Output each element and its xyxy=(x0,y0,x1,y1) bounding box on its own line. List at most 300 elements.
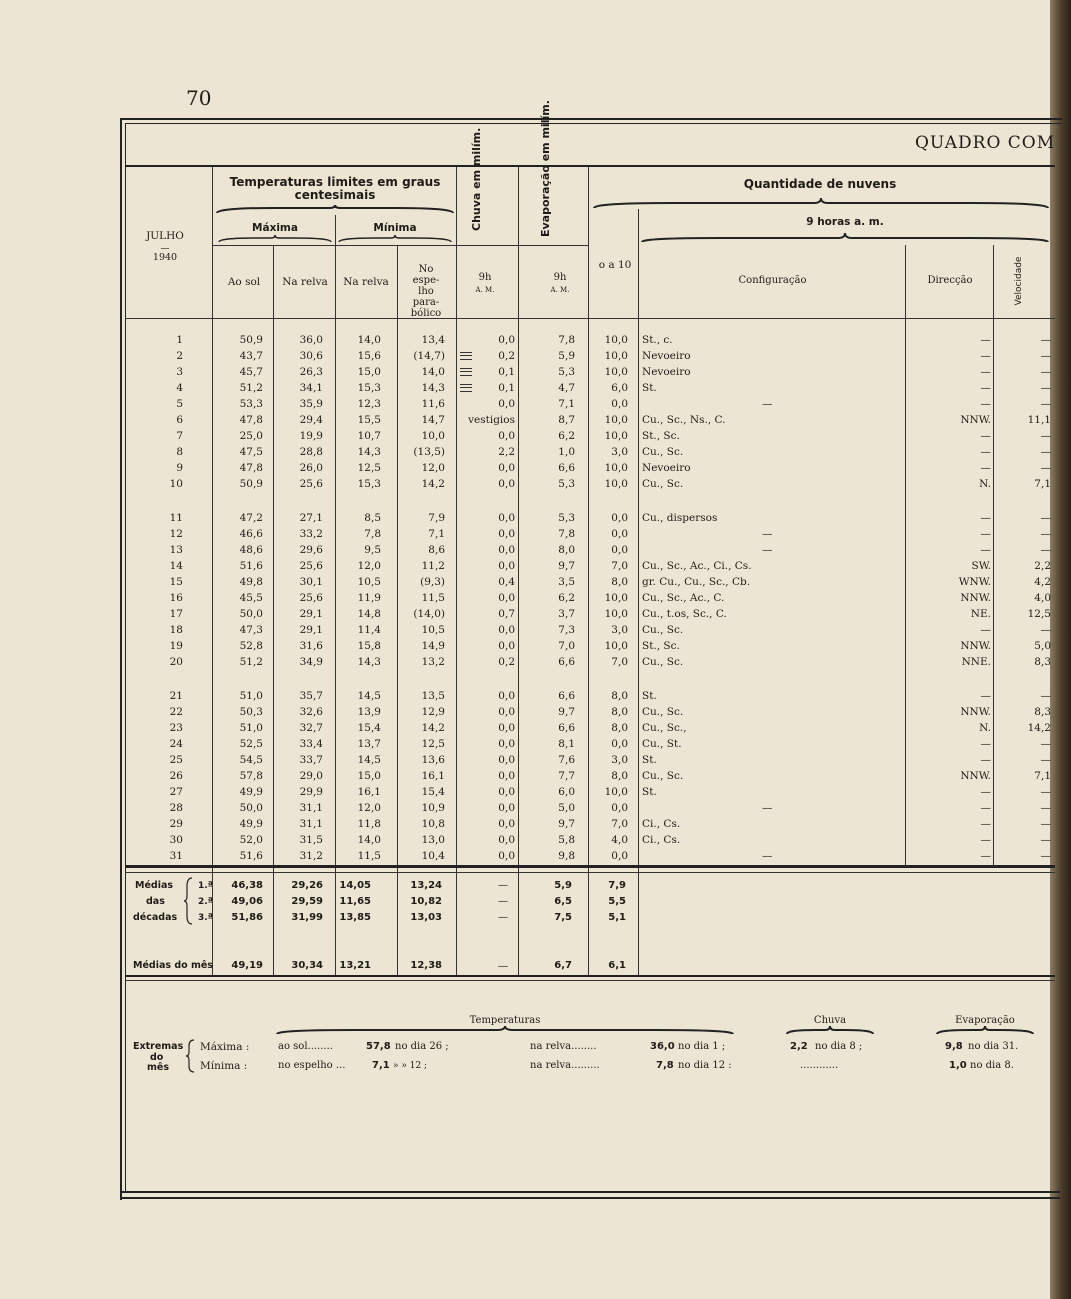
cell-evaporacao: 9,8 xyxy=(558,850,575,862)
cell-relva-max: 25,6 xyxy=(299,478,323,490)
medias-mes-label: Médias do mês xyxy=(133,960,213,971)
cell-espelho: 12,0 xyxy=(421,462,445,474)
bottom-rule-2 xyxy=(120,1197,1060,1199)
cell-relva-max: 29,9 xyxy=(299,786,323,798)
table-row xyxy=(125,397,1055,412)
ext-chuva-max-day: no dia 8 ; xyxy=(815,1041,863,1052)
cell-chuva: 0,0 xyxy=(498,722,515,734)
cell-velocidade: — xyxy=(1040,512,1051,524)
cell-velocidade: 12,5 xyxy=(1027,608,1051,620)
cell-espelho: 13,2 xyxy=(421,656,445,668)
cell-configuracao: — xyxy=(762,802,773,814)
cell-direccao: N. xyxy=(979,478,991,490)
mes-nuvens: 6,1 xyxy=(608,960,626,971)
cell-direccao: NNW. xyxy=(960,706,991,718)
cell-relva-max: 35,7 xyxy=(299,690,323,702)
cell-relva-max: 30,6 xyxy=(299,350,323,362)
cell-chuva: 0,0 xyxy=(498,818,515,830)
evap-9h: 9h xyxy=(553,272,567,283)
cell-relva-max: 34,9 xyxy=(299,656,323,668)
cell-chuva: 0,0 xyxy=(498,786,515,798)
cell-evaporacao: 7,8 xyxy=(558,528,575,540)
cell-relva-max: 34,1 xyxy=(299,382,323,394)
cell-relva-max: 29,1 xyxy=(299,624,323,636)
cell-configuracao: Cu., t.os, Sc., C. xyxy=(642,608,727,620)
cell-ao-sol: 53,3 xyxy=(239,398,263,410)
extremas-label: Extremas xyxy=(133,1041,184,1052)
cell-espelho: 11,5 xyxy=(421,592,445,604)
cell-espelho: 8,6 xyxy=(428,544,445,556)
media-relva-min: 13,85 xyxy=(339,912,371,923)
cell-ao-sol: 48,6 xyxy=(239,544,263,556)
cell-configuracao: St., Sc. xyxy=(642,430,680,442)
temp-group-header: Temperaturas limites em graus centesimais xyxy=(229,175,441,202)
cell-relva-max: 19,9 xyxy=(299,430,323,442)
das-label: das xyxy=(146,896,165,907)
julho-dash: — xyxy=(160,244,170,254)
cell-espelho: (14,7) xyxy=(413,350,445,362)
cell-nuvens: 10,0 xyxy=(604,366,628,378)
cell-relva-max: 33,2 xyxy=(299,528,323,540)
cell-chuva: 0,1 xyxy=(498,366,515,378)
cell-direccao: NNW. xyxy=(960,640,991,652)
ext-minima-label: Mínima : xyxy=(200,1060,248,1072)
cell-nuvens: 0,0 xyxy=(611,528,628,540)
cell-direccao: — xyxy=(980,818,991,830)
cell-day: 10 xyxy=(169,478,183,490)
table-row xyxy=(125,737,1055,752)
cell-espelho: 14,9 xyxy=(421,640,445,652)
cell-evaporacao: 6,2 xyxy=(558,430,575,442)
cell-evaporacao: 7,0 xyxy=(558,640,575,652)
cell-direccao: — xyxy=(980,334,991,346)
cell-direccao: NNW. xyxy=(960,414,991,426)
mes-chuva: — xyxy=(497,960,509,972)
cell-evaporacao: 9,7 xyxy=(558,706,575,718)
cell-relva-min: 14,5 xyxy=(357,754,381,766)
table-row xyxy=(125,801,1055,816)
cell-configuracao: — xyxy=(762,544,773,556)
ext-evap-min-value: 1,0 xyxy=(949,1060,967,1071)
cell-velocidade: — xyxy=(1040,834,1051,846)
cell-day: 13 xyxy=(169,544,183,556)
decadas-label: décadas xyxy=(133,912,178,923)
ext-temp-header: Temperaturas xyxy=(469,1015,541,1026)
cell-espelho: (9,3) xyxy=(420,576,445,588)
cell-configuracao: Cu., Sc., Ac., C. xyxy=(642,592,725,604)
cell-relva-min: 10,5 xyxy=(357,576,381,588)
cell-relva-min: 15,5 xyxy=(357,414,381,426)
cell-ao-sol: 49,9 xyxy=(239,786,263,798)
cell-relva-min: 15,8 xyxy=(357,640,381,652)
nove-horas-brace xyxy=(640,232,1050,244)
cell-nuvens: 10,0 xyxy=(604,334,628,346)
cell-configuracao: Ci., Cs. xyxy=(642,818,681,830)
cell-relva-max: 31,1 xyxy=(299,818,323,830)
cell-ao-sol: 52,5 xyxy=(239,738,263,750)
media-espelho: 10,82 xyxy=(410,896,442,907)
cell-nuvens: 3,0 xyxy=(611,446,628,458)
cell-configuracao: Cu., Sc. xyxy=(642,446,684,458)
cell-velocidade: 4,0 xyxy=(1034,592,1051,604)
cell-ao-sol: 50,0 xyxy=(239,802,263,814)
ext-evap-max-day: no dia 31. xyxy=(968,1041,1019,1052)
velocidade-header-text: Velocidade xyxy=(1014,256,1024,306)
cell-ao-sol: 51,0 xyxy=(239,690,263,702)
cell-day: 21 xyxy=(169,690,183,702)
cell-espelho: 12,5 xyxy=(421,738,445,750)
cell-ao-sol: 52,0 xyxy=(239,834,263,846)
cell-day: 6 xyxy=(176,414,183,426)
cell-ao-sol: 25,0 xyxy=(239,430,263,442)
media-relva-max: 29,26 xyxy=(291,880,323,891)
cell-relva-max: 33,4 xyxy=(299,738,323,750)
cell-configuracao: Cu., Sc. xyxy=(642,624,684,636)
evaporacao-header-text: Evaporação em milím. xyxy=(539,100,552,237)
cell-day: 12 xyxy=(169,528,183,540)
direccao-header: Direcção xyxy=(927,275,973,286)
cell-relva-min: 14,3 xyxy=(357,446,381,458)
cell-ao-sol: 49,9 xyxy=(239,818,263,830)
ext-min-espelho-label: no espelho ... xyxy=(278,1060,346,1071)
cell-chuva: 0,0 xyxy=(498,592,515,604)
cell-relva-min: 9,5 xyxy=(364,544,381,556)
cell-relva-max: 29,6 xyxy=(299,544,323,556)
cell-velocidade: — xyxy=(1040,398,1051,410)
cell-day: 29 xyxy=(169,818,183,830)
cell-relva-max: 29,0 xyxy=(299,770,323,782)
cell-relva-min: 10,7 xyxy=(357,430,381,442)
cell-relva-max: 32,6 xyxy=(299,706,323,718)
media-ao-sol: 46,38 xyxy=(231,880,263,891)
cell-direccao: — xyxy=(980,738,991,750)
cell-relva-max: 32,7 xyxy=(299,722,323,734)
cell-chuva: 0,0 xyxy=(498,624,515,636)
cell-ao-sol: 45,5 xyxy=(239,592,263,604)
cell-direccao: — xyxy=(980,398,991,410)
extremas-rule-2 xyxy=(125,980,1055,981)
cell-configuracao: St. xyxy=(642,754,657,766)
cell-nuvens: 8,0 xyxy=(611,722,628,734)
table-row xyxy=(125,753,1055,768)
cell-espelho: 7,1 xyxy=(428,528,445,540)
cell-evaporacao: 3,5 xyxy=(558,576,575,588)
cell-direccao: — xyxy=(980,462,991,474)
cell-nuvens: 10,0 xyxy=(604,430,628,442)
cell-espelho: 14,2 xyxy=(421,478,445,490)
cell-relva-min: 11,8 xyxy=(357,818,381,830)
year-label: 1940 xyxy=(152,252,178,263)
cell-relva-max: 33,7 xyxy=(299,754,323,766)
cell-day: 20 xyxy=(169,656,183,668)
media-nuvens: 7,9 xyxy=(608,880,626,891)
table-row xyxy=(125,817,1055,832)
cell-relva-max: 28,8 xyxy=(299,446,323,458)
cell-ao-sol: 51,2 xyxy=(239,382,263,394)
cell-direccao: — xyxy=(980,850,991,862)
table-row xyxy=(125,477,1055,492)
medias-rule xyxy=(125,865,1055,868)
cell-configuracao: Cu., Sc., Ac., Ci., Cs. xyxy=(642,560,752,572)
cell-day: 2 xyxy=(176,350,183,362)
cell-nuvens: 0,0 xyxy=(611,802,628,814)
cell-evaporacao: 7,3 xyxy=(558,624,575,636)
cell-espelho: 7,9 xyxy=(428,512,445,524)
cell-direccao: — xyxy=(980,754,991,766)
cell-relva-max: 31,1 xyxy=(299,802,323,814)
cell-relva-min: 11,4 xyxy=(357,624,381,636)
ao-sol-header: Ao sol xyxy=(227,276,261,288)
cell-chuva: 0,0 xyxy=(498,478,515,490)
do-label: do xyxy=(150,1052,164,1063)
cell-chuva: 0,0 xyxy=(498,850,515,862)
cell-ao-sol: 51,6 xyxy=(239,560,263,572)
cell-evaporacao: 9,7 xyxy=(558,560,575,572)
cell-relva-min: 7,8 xyxy=(364,528,381,540)
cell-nuvens: 4,0 xyxy=(611,834,628,846)
cell-ao-sol: 51,6 xyxy=(239,850,263,862)
ext-max-sol-label: ao sol........ xyxy=(278,1041,333,1052)
mes-sol: 49,19 xyxy=(231,960,263,971)
cell-day: 27 xyxy=(169,786,183,798)
cell-ao-sol: 47,5 xyxy=(239,446,263,458)
cell-relva-min: 15,3 xyxy=(357,382,381,394)
cell-espelho: 13,5 xyxy=(421,690,445,702)
cell-espelho: 14,2 xyxy=(421,722,445,734)
cell-relva-max: 29,1 xyxy=(299,608,323,620)
cell-direccao: — xyxy=(980,350,991,362)
decadas-brace xyxy=(184,876,194,926)
cell-relva-min: 15,6 xyxy=(357,350,381,362)
table-row xyxy=(125,349,1055,364)
cell-relva-max: 31,2 xyxy=(299,850,323,862)
cell-nuvens: 0,0 xyxy=(611,398,628,410)
cell-nuvens: 10,0 xyxy=(604,478,628,490)
cell-chuva: 0,0 xyxy=(498,738,515,750)
minima-header: Mínima xyxy=(373,222,417,234)
cell-velocidade: — xyxy=(1040,462,1051,474)
cell-direccao: — xyxy=(980,512,991,524)
media-chuva: — xyxy=(498,880,508,891)
cell-nuvens: 0,0 xyxy=(611,544,628,556)
cell-relva-min: 15,4 xyxy=(357,722,381,734)
cell-direccao: WNW. xyxy=(958,576,991,588)
cell-espelho: 12,9 xyxy=(421,706,445,718)
cell-chuva: 0,0 xyxy=(498,398,515,410)
ext-max-relva-value: 36,0 xyxy=(650,1041,675,1052)
table-row xyxy=(125,381,1055,396)
cell-chuva: vestigios xyxy=(468,414,515,426)
ext-temp-brace xyxy=(275,1026,735,1036)
cell-espelho: 13,6 xyxy=(421,754,445,766)
cell-evaporacao: 5,0 xyxy=(558,802,575,814)
cell-espelho: 14,3 xyxy=(421,382,445,394)
cell-day: 15 xyxy=(169,576,183,588)
media-espelho: 13,03 xyxy=(410,912,442,923)
configuracao-header: Configuração xyxy=(738,275,807,286)
cell-chuva: 0,0 xyxy=(498,754,515,766)
cell-velocidade: — xyxy=(1040,624,1051,636)
cell-evaporacao: 3,7 xyxy=(558,608,575,620)
ext-max-sol-day: no dia 26 ; xyxy=(395,1041,449,1052)
cell-day: 4 xyxy=(176,382,183,394)
media-decada: 1.ª xyxy=(198,881,213,891)
cell-ao-sol: 45,7 xyxy=(239,366,263,378)
cell-chuva: 0,0 xyxy=(498,770,515,782)
cell-nuvens: 0,0 xyxy=(611,850,628,862)
cell-day: 3 xyxy=(176,366,183,378)
cell-chuva: 0,2 xyxy=(498,350,515,362)
cell-direccao: — xyxy=(980,366,991,378)
quadro-title: QUADRO COM xyxy=(915,133,1056,153)
cell-configuracao: Ci., Cs. xyxy=(642,834,681,846)
media-evaporacao: 6,5 xyxy=(554,896,572,907)
table-row xyxy=(125,769,1055,784)
cell-nuvens: 10,0 xyxy=(604,640,628,652)
hline-sub-2 xyxy=(456,245,588,246)
cell-chuva: 0,0 xyxy=(498,462,515,474)
table-row xyxy=(125,623,1055,638)
cell-espelho: 10,4 xyxy=(421,850,445,862)
cell-velocidade: — xyxy=(1040,690,1051,702)
cell-velocidade: — xyxy=(1040,786,1051,798)
cell-relva-min: 14,0 xyxy=(357,834,381,846)
ext-chuva-header: Chuva xyxy=(813,1015,847,1026)
table-row xyxy=(125,429,1055,444)
cell-direccao: N. xyxy=(979,722,991,734)
ext-evap-min-day: no dia 8. xyxy=(970,1060,1014,1071)
cell-nuvens: 0,0 xyxy=(611,512,628,524)
media-chuva: — xyxy=(498,896,508,907)
media-relva-min: 11,65 xyxy=(339,896,371,907)
cell-velocidade: — xyxy=(1040,544,1051,556)
cell-day: 30 xyxy=(169,834,183,846)
cell-direccao: — xyxy=(980,690,991,702)
cell-day: 14 xyxy=(169,560,183,572)
table-row xyxy=(125,849,1055,864)
cell-relva-min: 12,0 xyxy=(357,560,381,572)
ext-chuva-max-value: 2,2 xyxy=(790,1041,808,1052)
no-espelho-header: No espe- lho para- bólico xyxy=(410,264,442,319)
cell-chuva: 2,2 xyxy=(498,446,515,458)
cell-evaporacao: 7,8 xyxy=(558,334,575,346)
extremas-brace xyxy=(186,1038,196,1074)
cell-day: 18 xyxy=(169,624,183,636)
cell-chuva: 0,0 xyxy=(498,640,515,652)
ext-evap-max-value: 9,8 xyxy=(945,1041,963,1052)
cell-chuva: 0,0 xyxy=(498,706,515,718)
cell-ao-sol: 47,8 xyxy=(239,414,263,426)
nove-horas-header: 9 horas a. m. xyxy=(806,216,884,228)
cell-direccao: — xyxy=(980,802,991,814)
cell-nuvens: 7,0 xyxy=(611,560,628,572)
cell-espelho: 13,0 xyxy=(421,834,445,846)
ext-max-relva-label: na relva........ xyxy=(530,1041,597,1052)
cell-velocidade: — xyxy=(1040,350,1051,362)
cell-direccao: NNE. xyxy=(961,656,991,668)
cell-chuva: 0,0 xyxy=(498,802,515,814)
cell-day: 31 xyxy=(169,850,183,862)
cell-ao-sol: 47,8 xyxy=(239,462,263,474)
cell-velocidade: 4,2 xyxy=(1034,576,1051,588)
ext-max-sol-value: 57,8 xyxy=(366,1041,391,1052)
cell-configuracao: Cu., Sc. xyxy=(642,770,684,782)
cell-velocidade: — xyxy=(1040,754,1051,766)
cell-evaporacao: 6,6 xyxy=(558,722,575,734)
cell-espelho: 11,6 xyxy=(421,398,445,410)
cell-velocidade: — xyxy=(1040,850,1051,862)
chuva-header-text: Chuva em milím. xyxy=(470,127,483,231)
ext-min-relva-day: no dia 12 : xyxy=(678,1060,732,1071)
cell-relva-max: 36,0 xyxy=(299,334,323,346)
cell-evaporacao: 8,7 xyxy=(558,414,575,426)
cell-ao-sol: 43,7 xyxy=(239,350,263,362)
cell-velocidade: 11,1 xyxy=(1027,414,1051,426)
extremas-rule xyxy=(125,975,1055,977)
table-row xyxy=(125,527,1055,542)
cell-evaporacao: 7,6 xyxy=(558,754,575,766)
cell-evaporacao: 5,3 xyxy=(558,366,575,378)
cell-direccao: — xyxy=(980,624,991,636)
cell-relva-min: 13,9 xyxy=(357,706,381,718)
cell-relva-min: 16,1 xyxy=(357,786,381,798)
table-row xyxy=(125,833,1055,848)
table-row xyxy=(125,689,1055,704)
cell-day: 22 xyxy=(169,706,183,718)
cell-nuvens: 10,0 xyxy=(604,592,628,604)
cell-velocidade: 2,2 xyxy=(1034,560,1051,572)
media-nuvens: 5,1 xyxy=(608,912,626,923)
cell-relva-max: 29,4 xyxy=(299,414,323,426)
cell-direccao: NE. xyxy=(970,608,991,620)
cell-velocidade: — xyxy=(1040,446,1051,458)
table-row xyxy=(125,721,1055,736)
cell-configuracao: Cu., Sc., xyxy=(642,722,687,734)
ext-min-relva-value: 7,8 xyxy=(656,1060,674,1071)
cell-day: 8 xyxy=(176,446,183,458)
cell-configuracao: St., Sc. xyxy=(642,640,680,652)
nuvens-brace xyxy=(592,196,1050,210)
cell-ao-sol: 57,8 xyxy=(239,770,263,782)
cell-evaporacao: 6,0 xyxy=(558,786,575,798)
cell-velocidade: 7,1 xyxy=(1034,478,1051,490)
cell-espelho: 14,0 xyxy=(421,366,445,378)
cell-relva-min: 14,5 xyxy=(357,690,381,702)
cell-evaporacao: 6,6 xyxy=(558,656,575,668)
cell-velocidade: 8,3 xyxy=(1034,656,1051,668)
cell-relva-min: 12,0 xyxy=(357,802,381,814)
table-row xyxy=(125,461,1055,476)
cell-day: 5 xyxy=(176,398,183,410)
cell-configuracao: Cu., Sc. xyxy=(642,478,684,490)
cell-espelho: 11,2 xyxy=(421,560,445,572)
cell-day: 25 xyxy=(169,754,183,766)
cell-velocidade: — xyxy=(1040,818,1051,830)
mes-relva-max: 30,34 xyxy=(291,960,323,971)
cell-day: 26 xyxy=(169,770,183,782)
table-row xyxy=(125,655,1055,670)
cell-espelho: 14,7 xyxy=(421,414,445,426)
cell-ao-sol: 54,5 xyxy=(239,754,263,766)
cell-relva-max: 26,0 xyxy=(299,462,323,474)
velocidade-header xyxy=(1014,251,1026,311)
cell-relva-max: 27,1 xyxy=(299,512,323,524)
cell-ao-sol: 51,2 xyxy=(239,656,263,668)
cell-relva-min: 14,8 xyxy=(357,608,381,620)
cell-chuva: 0,2 xyxy=(498,656,515,668)
cell-configuracao: St. xyxy=(642,690,657,702)
cell-evaporacao: 5,9 xyxy=(558,350,575,362)
